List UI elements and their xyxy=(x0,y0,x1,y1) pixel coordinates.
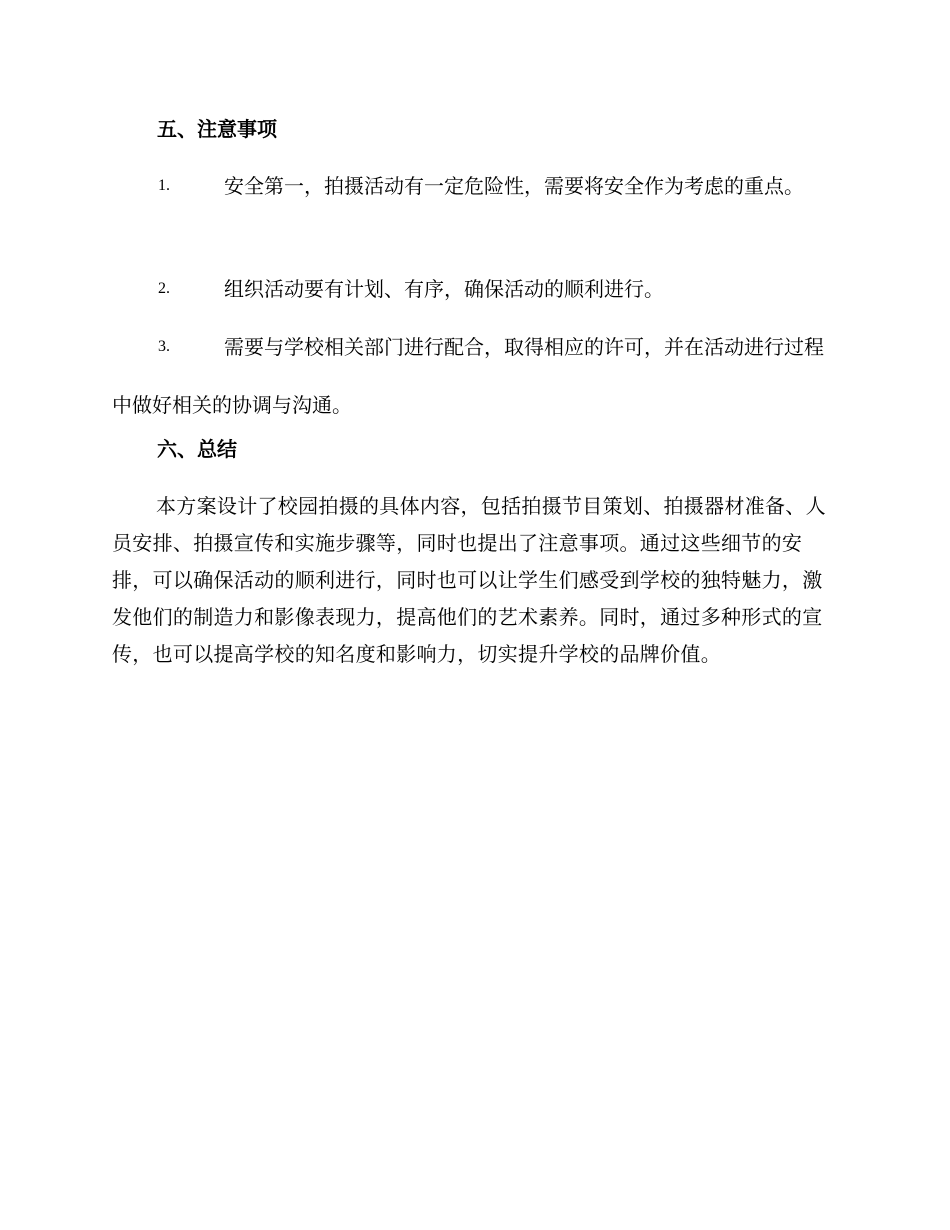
list-item-number: 2. xyxy=(158,280,170,297)
list-item-number: 3. xyxy=(158,338,170,355)
list-item-text: 安全第一，拍摄活动有一定危险性，需要将安全作为考虑的重点。 xyxy=(224,174,804,198)
list-item-text: 需要与学校相关部门进行配合，取得相应的许可，并在活动进行过程中做好相关的协调与沟通。 xyxy=(112,335,824,417)
section-heading-precautions: 五、注意事项 xyxy=(157,117,277,141)
summary-paragraph: 本方案设计了校园拍摄的具体内容，包括拍摄节目策划、拍摄器材准备、人员安排、拍摄宣传和实施步骤等，同时也提出了注意事项。通过这些细节的安排，可以确保活动的顺利进行，同时也可以让学生们感受到学校的独特魅力，激发他们的制造力和影像表现力，提高他们的艺术素养。同时，通过多种形式的宣传，也可以提高学校的知名度和影响力，切实提升学校的品牌价值。 xyxy=(112,494,826,666)
section-heading-summary: 六、总结 xyxy=(157,437,237,461)
list-item-text: 组织活动要有计划、有序，确保活动的顺利进行。 xyxy=(224,277,664,301)
list-item-number: 1. xyxy=(158,177,170,194)
